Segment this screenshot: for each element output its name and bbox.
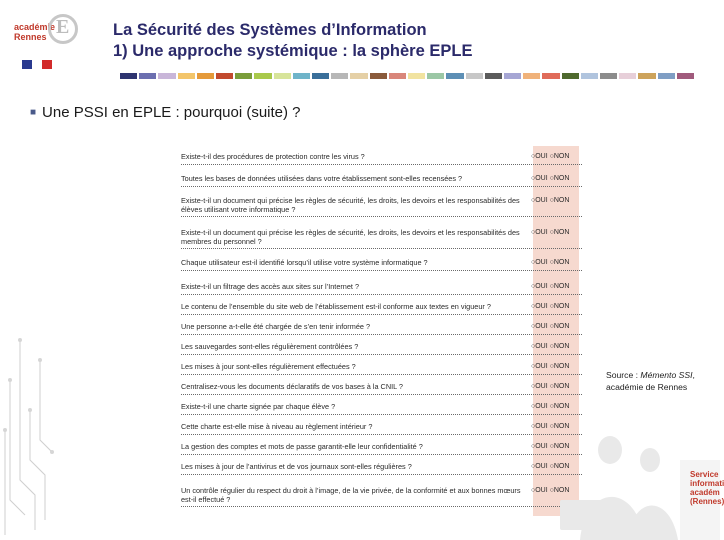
question-text: Existe-t-il une charte signée par chaque élève ? [181,402,336,411]
question-text: Le contenu de l’ensemble du site web de l’établissement est-il conforme aux textes en vigueur ? [181,302,491,311]
questionnaire-row [181,152,582,165]
radio-circle-icon[interactable]: ○ [547,443,554,450]
no-label: NON [553,153,570,160]
no-label: NON [553,259,570,266]
logo-line2: Rennes [14,32,47,42]
yes-label: OUI [535,323,548,330]
yes-no-options [531,196,591,205]
color-bar-segment [658,73,675,79]
yes-label: OUI [535,303,548,310]
source-caption [606,369,695,393]
source-title: Mémento SSI [640,370,693,380]
logo-e-icon: E [56,16,70,38]
questionnaire-row [181,228,582,249]
no-label: NON [553,343,570,350]
radio-circle-icon[interactable]: ○ [531,343,536,350]
radio-circle-icon[interactable]: ○ [547,229,554,236]
radio-circle-icon[interactable]: ○ [547,259,554,266]
yes-label: OUI [535,443,548,450]
no-label: NON [553,197,570,204]
radio-circle-icon[interactable]: ○ [531,259,536,266]
yes-no-options [531,322,591,331]
radio-circle-icon[interactable]: ○ [547,383,554,390]
questionnaire-row [181,174,582,187]
question-text: Les mises à jour de l’antivirus et de vos journaux sont-elles régulières ? [181,462,412,471]
corner-line2: informati [690,479,724,488]
yes-no-options [531,342,591,351]
question-text: Existe-t-il un filtrage des accès aux sites sur l’Internet ? [181,282,360,291]
yes-label: OUI [535,153,548,160]
circuit-decoration [0,80,60,540]
yes-no-options [531,152,591,161]
question-text: Toutes les bases de données utilisées dans votre établissement sont-elles recensées ? [181,174,463,183]
question-text: Une personne a-t-elle été chargée de s’en tenir informée ? [181,322,371,331]
no-label: NON [553,487,570,494]
questionnaire-row [181,382,582,395]
color-bar-segment [562,73,579,79]
question-text: Centralisez-vous les documents déclaratifs de vos bases à la CNIL ? [181,382,403,391]
color-bar-segment [619,73,636,79]
color-bar-segment [600,73,617,79]
academie-logo [8,8,78,70]
radio-circle-icon[interactable]: ○ [531,303,536,310]
questionnaire-row [181,322,582,335]
color-bar-segment [293,73,310,79]
color-bar-segment [254,73,271,79]
yes-label: OUI [535,463,548,470]
yes-no-options [531,282,591,291]
no-label: NON [553,443,570,450]
yes-label: OUI [535,343,548,350]
question-text: Existe-t-il un document qui précise les règles de sécurité, les droits, les devoirs et les responsabilités des membres du personnel ? [181,228,520,246]
color-bar-segment [581,73,598,79]
yes-label: OUI [535,403,548,410]
color-bar-segment [389,73,406,79]
radio-circle-icon[interactable]: ○ [531,283,536,290]
bullet-heading [30,104,301,121]
logo-line1: académie [14,22,56,32]
color-bar-segment [542,73,559,79]
yes-label: OUI [535,259,548,266]
questionnaire-row [181,402,582,415]
yes-no-options [531,228,591,237]
color-bar-segment [466,73,483,79]
question-text: Cette charte est-elle mise à niveau au règlement intérieur ? [181,422,373,431]
radio-circle-icon[interactable]: ○ [547,423,554,430]
questionnaire-form [172,146,592,516]
radio-circle-icon[interactable]: ○ [531,383,536,390]
color-bar-segment [638,73,655,79]
color-bar-segment [235,73,252,79]
source-suffix: , [692,370,695,380]
question-text: Chaque utilisateur est-il identifié lorsqu’il utilise votre système informatique ? [181,258,428,267]
color-bar-segment [312,73,329,79]
title-line1: La Sécurité des Systèmes d’Information [113,21,427,39]
no-label: NON [553,383,570,390]
radio-circle-icon[interactable]: ○ [531,363,536,370]
bullet-text: Une PSSI en EPLE : pourquoi (suite) ? [42,104,301,121]
questionnaire-row [181,462,582,475]
yes-label: OUI [535,283,548,290]
yes-label: OUI [535,363,548,370]
color-bar-segment [677,73,694,79]
color-bar-segment [427,73,444,79]
radio-circle-icon[interactable]: ○ [531,197,536,204]
yes-label: OUI [535,383,548,390]
corner-line1: Service [690,470,719,479]
yes-no-options [531,258,591,267]
color-bar-segment [504,73,521,79]
color-bar-segment [178,73,195,79]
color-bar-segment [370,73,387,79]
questionnaire-row [181,302,582,315]
french-flag-icon [22,60,52,69]
no-label: NON [553,363,570,370]
yes-no-options [531,362,591,371]
radio-circle-icon[interactable]: ○ [547,363,554,370]
question-text: La gestion des comptes et mots de passe garantit-elle leur confidentialité ? [181,442,423,451]
color-bar-segment [274,73,291,79]
question-text: Les sauvegardes sont-elles régulièrement contrôlées ? [181,342,359,351]
questionnaire-row [181,258,582,271]
questionnaire-row [181,362,582,375]
yes-label: OUI [535,487,548,494]
radio-circle-icon[interactable]: ○ [547,197,554,204]
no-label: NON [553,323,570,330]
decorative-color-bar [120,73,696,79]
question-text: Existe-t-il des procédures de protection contre les virus ? [181,152,365,161]
radio-circle-icon[interactable]: ○ [531,443,536,450]
color-bar-segment [408,73,425,79]
questionnaire-row [181,196,582,217]
yes-label: OUI [535,423,548,430]
color-bar-segment [331,73,348,79]
radio-circle-icon[interactable]: ○ [547,323,554,330]
yes-no-options [531,174,591,183]
service-logo-text [690,470,724,506]
radio-circle-icon[interactable]: ○ [531,323,536,330]
radio-circle-icon[interactable]: ○ [531,175,536,182]
question-text: Un contrôle régulier du respect du droit à l’image, de la vie privée, de la conformité et aux bonnes mœurs est-il effectué ? [181,486,521,504]
questionnaire-row [181,342,582,355]
color-bar-segment [446,73,463,79]
yes-label: OUI [535,175,548,182]
no-label: NON [553,283,570,290]
question-text: Existe-t-il un document qui précise les règles de sécurité, les droits, les devoirs et les responsabilités des élèves utilisant votre informatique ? [181,196,520,214]
yes-label: OUI [535,229,548,236]
radio-circle-icon[interactable]: ○ [531,229,536,236]
question-text: Les mises à jour sont-elles régulièrement effectuées ? [181,362,356,371]
radio-circle-icon[interactable]: ○ [531,153,536,160]
no-label: NON [553,423,570,430]
color-bar-segment [120,73,137,79]
color-bar-segment [158,73,175,79]
radio-circle-icon[interactable]: ○ [547,487,554,494]
no-label: NON [553,175,570,182]
radio-circle-icon[interactable]: ○ [547,153,554,160]
color-bar-segment [139,73,156,79]
no-label: NON [553,463,570,470]
radio-circle-icon[interactable]: ○ [531,463,536,470]
radio-circle-icon[interactable]: ○ [531,487,536,494]
radio-circle-icon[interactable]: ○ [547,343,554,350]
radio-circle-icon[interactable]: ○ [531,403,536,410]
yes-no-options [531,382,591,391]
corner-line3: académ [690,488,720,497]
questionnaire-row [181,422,582,435]
no-label: NON [553,403,570,410]
yes-label: OUI [535,197,548,204]
questionnaire-row [181,442,582,455]
color-bar-segment [485,73,502,79]
radio-circle-icon[interactable]: ○ [547,175,554,182]
radio-circle-icon[interactable]: ○ [547,463,554,470]
color-bar-segment [523,73,540,79]
bullet-square-icon: ■ [30,107,37,118]
radio-circle-icon[interactable]: ○ [531,423,536,430]
yes-no-options [531,302,591,311]
color-bar-segment [216,73,233,79]
color-bar-segment [197,73,214,79]
page-title [113,20,472,62]
no-label: NON [553,229,570,236]
source-line2: académie de Rennes [606,382,688,392]
title-line2: 1) Une approche systémique : la sphère EPLE [113,42,473,60]
radio-circle-icon[interactable]: ○ [547,403,554,410]
questionnaire-row [181,486,582,507]
color-bar-segment [350,73,367,79]
source-prefix: Source : [606,370,641,380]
radio-circle-icon[interactable]: ○ [547,303,554,310]
radio-circle-icon[interactable]: ○ [547,283,554,290]
corner-line4: (Rennes) [690,497,724,506]
no-label: NON [553,303,570,310]
questionnaire-row [181,282,582,295]
